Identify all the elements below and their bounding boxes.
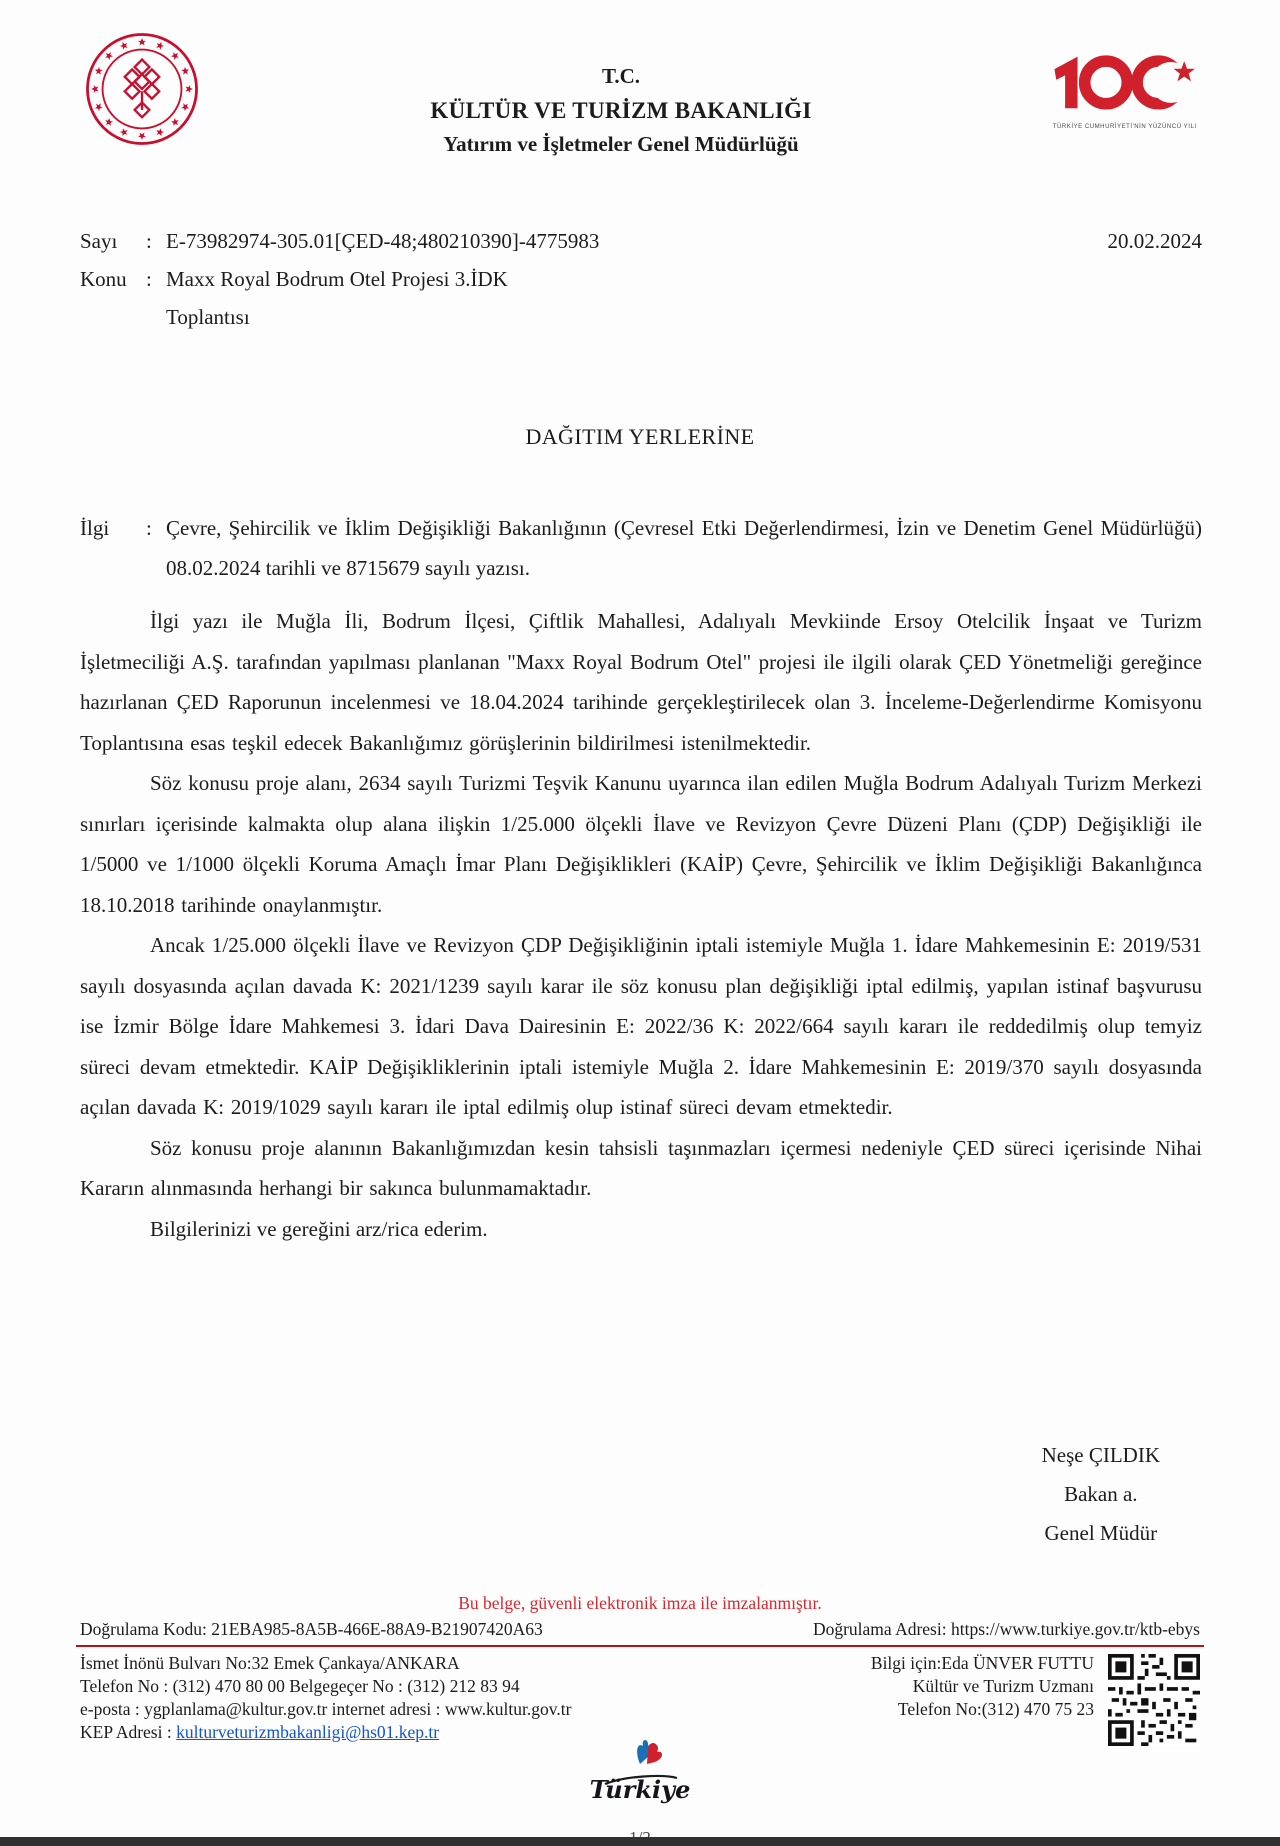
sayi-colon: : — [146, 229, 152, 253]
signer-title: Genel Müdür — [1044, 1521, 1158, 1545]
ilgi-text: Çevre, Şehircilik ve İklim Değişikliği Bakanlığının (Çevresel Etki Değerlendirmesi, İzin ve Denetim Genel Müdürlüğü) 08.02.2024 tarihli ve 8715679 sayılı yazısı. — [166, 516, 1202, 580]
footer — [76, 1592, 1204, 1746]
contact-phone: Telefon No:(312) 470 75 23 — [897, 1699, 1094, 1719]
verification-address: Doğrulama Adresi: https://www.turkiye.gov.tr/ktb-ebys — [812, 1619, 1200, 1639]
body-paragraph-2: Söz konusu proje alanı, 2634 sayılı Turizmi Teşvik Kanunu uyarınca ilan edilen Muğla Bodrum Adalıyalı Turizm Merkezi sınırları içerisinde kalmakta olup alana ilişkin 1/25.000 ölçekli İlave ve Revizyon Çevre Düzeni Planı (ÇDP) Değişikliği ile 1/5000 ve 1/1000 ölçekli Koruma Amaçlı İmar Planı Değişiklikleri (KAİP) Çevre, Şehircilik ve İklim Değişikliği Bakanlığınca 18.10.2018 tarihinde onaylanmıştır. — [80, 771, 1202, 917]
address-line: İsmet İnönü Bulvarı No:32 Emek Çankaya/ANKARA — [80, 1653, 460, 1673]
reference-row — [80, 508, 1202, 588]
letter-body — [80, 601, 1202, 1249]
turkiye-logo-text: Türkiye — [589, 1775, 691, 1804]
ilgi-colon: : — [146, 516, 152, 540]
konu-line-1: Maxx Royal Bodrum Otel Projesi 3.İDK — [166, 267, 508, 291]
konu-line-2: Toplantısı — [166, 305, 250, 329]
letterhead-titles — [200, 30, 1042, 161]
tc-title: T.C. — [601, 64, 641, 88]
verification-code: Doğrulama Kodu: 21EBA985-8A5B-466E-88A9-B21907420A63 — [80, 1619, 543, 1639]
ministry-title: KÜLTÜR VE TURİZM BAKANLIĞI — [430, 97, 812, 123]
document-date: 20.02.2024 — [1107, 229, 1202, 253]
contact-block — [76, 1652, 1204, 1746]
closing-line: Bilgilerinizi ve gereğini arz/rica ederim. — [150, 1216, 488, 1241]
letterhead — [78, 30, 1202, 161]
kep-label: KEP Adresi : — [80, 1722, 177, 1742]
contact-person: Bilgi için:Eda ÜNVER FUTTU — [870, 1653, 1094, 1673]
document-meta — [80, 222, 1202, 336]
body-paragraph-4: Söz konusu proje alanının Bakanlığımızdan kesin tahsisli taşınmazları içermesi nedeniyle ÇED süreci içerisinde Nihai Kararın alınmasında herhangi bir sakınca bulunmamaktadır. — [80, 1135, 1202, 1200]
esign-notice: Bu belge, güvenli elektronik imza ile imzalanmıştır. — [458, 1593, 822, 1613]
email-web-line: e-posta : ygplanlama@kultur.gov.tr internet adresi : www.kultur.gov.tr — [80, 1699, 572, 1719]
sayi-label: Sayı — [80, 229, 118, 253]
directorate-title: Yatırım ve İşletmeler Genel Müdürlüğü — [443, 132, 799, 157]
centenary-caption: TÜRKİYE CUMHURİYETİ'NİN YÜZÜNCÜ YILI — [1052, 123, 1197, 130]
signer-name: Neşe ÇILDIK — [1041, 1443, 1160, 1467]
recipient-heading: DAĞITIM YERLERİNE — [525, 424, 755, 449]
contact-left — [80, 1652, 871, 1744]
footer-divider — [76, 1645, 1204, 1647]
body-paragraph-1: İlgi yazı ile Muğla İli, Bodrum İlçesi, Çiftlik Mahallesi, Adalıyalı Mevkiinde Ersoy Otelcilik İnşaat ve Turizm İşletmeciliği A.Ş. tarafından yapılması planlanan "Maxx Royal Bodrum Otel" projesi ile ilgili olarak ÇED Yönetmeliği gereğince hazırlanan ÇED Raporunun incelenmesi ve 18.04.2024 tarihinde gerçekleştirilecek olan 3. İnceleme-Değerlendirme Komisyonu Toplantısına esas teşkil edecek Bakanlığımız görüşlerinin bildirilmesi istenilmektedir. — [80, 609, 1202, 755]
sayi-value: E-73982974-305.01[ÇED-48;480210390]-4775983 — [166, 229, 600, 253]
ministry-emblem-icon — [84, 30, 200, 148]
konu-label: Konu — [80, 267, 127, 291]
body-paragraph-3: Ancak 1/25.000 ölçekli İlave ve Revizyon ÇDP Değişikliğinin iptali istemiyle Muğla 1. İdare Mahkemesinin E: 2019/531 sayılı dosyasında açılan davada K: 2021/1239 sayılı karar ile söz konusu plan değişikliği iptal edilmiş, yapılan istinaf başvurusu ise İzmir Bölge İdare Mahkemesi 3. İdari Dava Dairesinin E: 2022/36 K: 2022/664 sayılı kararı ile reddedilmiş olup temyiz süreci devam etmektedir. KAİP Değişikliklerinin iptali istemiyle Muğla 2. İdare Mahkemesinin E: 2019/370 sayılı dosyasında açılan davada K: 2019/1029 sayılı kararı ile iptal edilmiş olup istinaf süreci devam etmektedir. — [80, 933, 1202, 1119]
ilgi-label: İlgi — [80, 516, 110, 540]
phone-fax-line: Telefon No : (312) 470 80 00 Belgegeçer No : (312) 212 83 94 — [80, 1676, 520, 1696]
contact-right — [871, 1652, 1108, 1721]
signer-on-behalf: Bakan a. — [1064, 1482, 1138, 1506]
konu-colon: : — [146, 267, 152, 291]
kep-address-link[interactable]: kulturveturizmbakanligi@hs01.kep.tr — [176, 1722, 440, 1742]
bottom-bar — [0, 1837, 1280, 1846]
contact-title: Kültür ve Turizm Uzmanı — [912, 1676, 1094, 1696]
centenary-100-logo — [1042, 46, 1202, 135]
turkiye-tulip-logo — [0, 1738, 1280, 1817]
sayi-row — [80, 222, 1202, 260]
signature-block — [1042, 1436, 1160, 1553]
konu-value — [166, 260, 1202, 336]
qr-code-icon — [1108, 1654, 1200, 1746]
konu-row — [80, 260, 1202, 336]
verification-row — [76, 1618, 1204, 1641]
